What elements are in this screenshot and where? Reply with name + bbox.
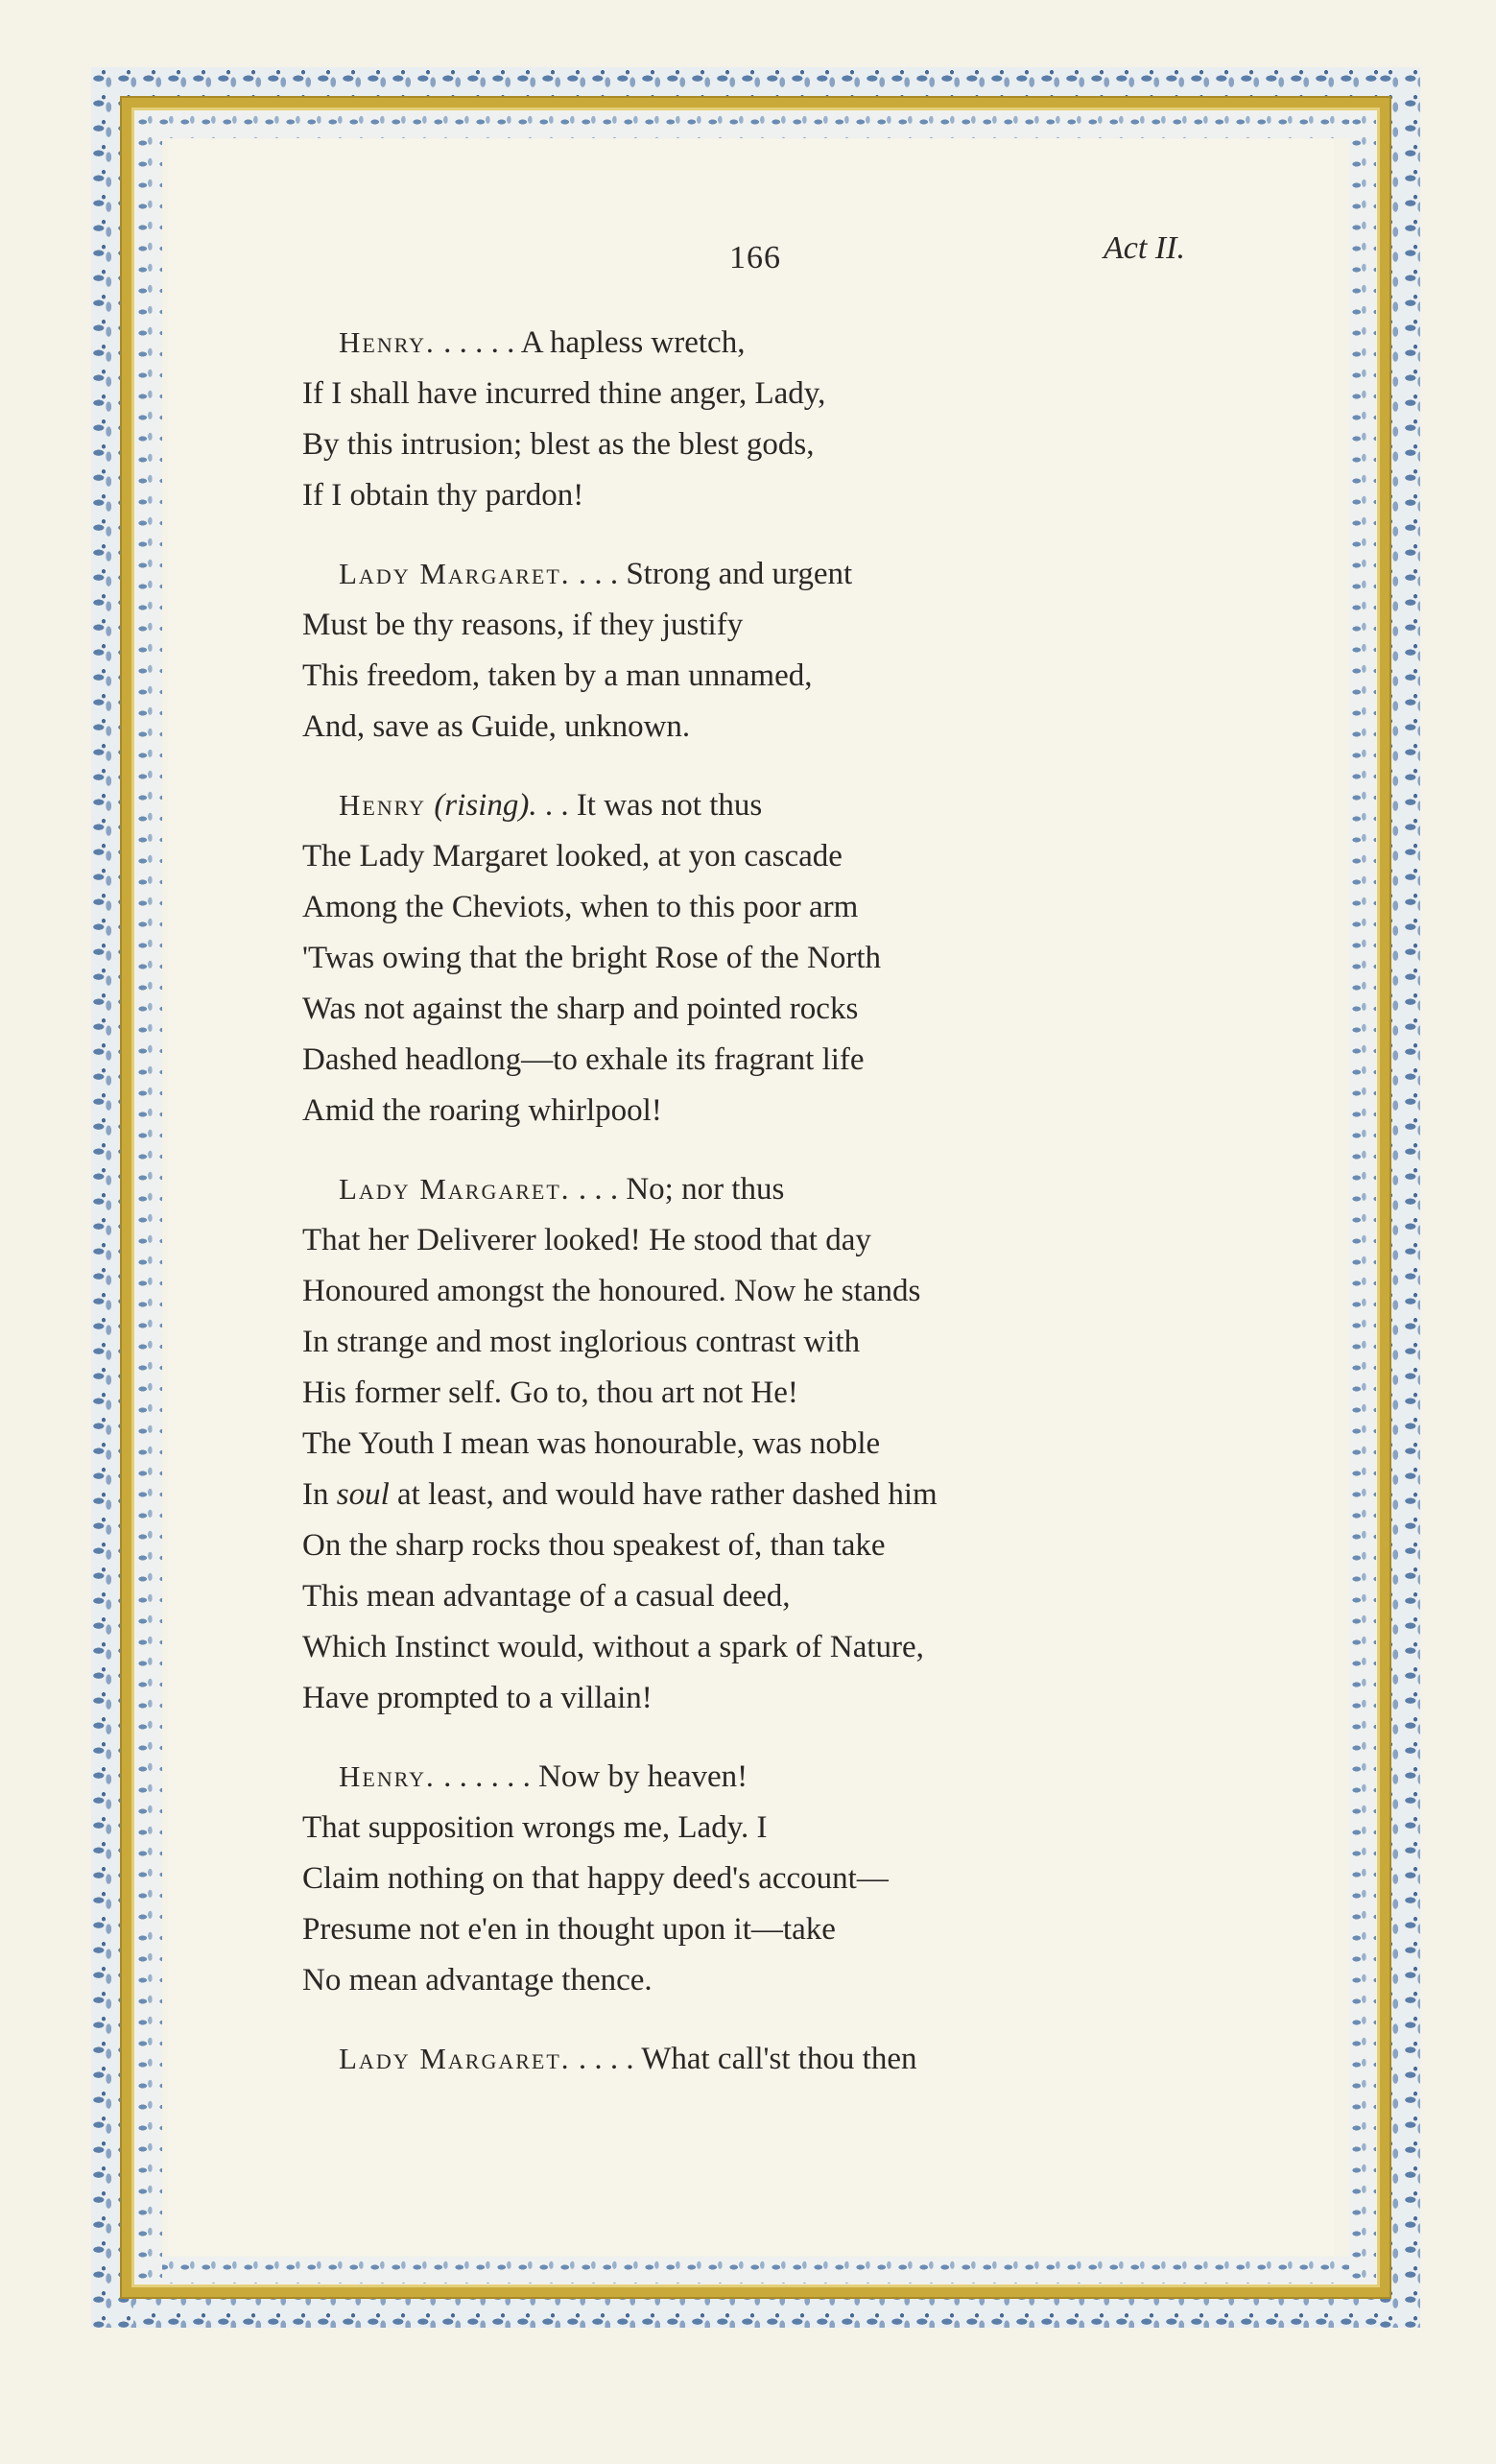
verse-line: Must be thy reasons, if they justify — [302, 608, 744, 642]
speech-lady-margaret-1 — [302, 548, 1262, 753]
running-head: Act II. — [1104, 230, 1185, 266]
speech-heading — [302, 1163, 1262, 1215]
verse-line: Was not against the sharp and pointed rocks — [302, 992, 859, 1026]
speech-heading — [302, 548, 1262, 600]
verse-line: Presume not e'en in thought upon it—take — [302, 1912, 836, 1947]
dot-leader: . . — [536, 788, 577, 823]
dot-leader: . . . . . . — [435, 1759, 539, 1794]
verse-line: Have prompted to a villain! — [302, 1681, 653, 1715]
verse-line: Among the Cheviots, when to this poor arm — [302, 890, 859, 924]
verse-line: In strange and most inglorious contrast with — [302, 1325, 861, 1359]
verse-line: This mean advantage of a casual deed, — [302, 1579, 791, 1614]
verse-line: The Youth I mean was honourable, was noble — [302, 1426, 881, 1461]
verse-line: His former self. Go to, thou art not He! — [302, 1376, 798, 1410]
stage-direction: (rising). — [426, 788, 537, 823]
speech-lady-margaret-2 — [302, 1163, 1262, 1724]
speaker-name: Lady Margaret. — [339, 557, 571, 590]
speaker-name: Henry. — [339, 325, 436, 359]
dot-leader: . . . — [570, 557, 627, 591]
speech-heading — [302, 1751, 1262, 1803]
verse-line: Dashed headlong—to exhale its fragrant life — [302, 1042, 865, 1077]
verse-line: If I obtain thy pardon! — [302, 478, 584, 513]
verse-line: If I shall have incurred thine anger, Lady, — [302, 376, 826, 411]
speech-henry-2 — [302, 779, 1262, 1136]
speech-heading — [302, 779, 1262, 831]
verse-line: And, save as Guide, unknown. — [302, 709, 691, 744]
dot-leader: . . . . . — [435, 325, 521, 360]
speech-lady-margaret-3 — [302, 2033, 1262, 2085]
verse-line: On the sharp rocks thou speakest of, than take — [302, 1528, 886, 1563]
first-line: A hapless wretch, — [520, 325, 746, 360]
speaker-name: Lady Margaret. — [339, 2042, 571, 2075]
verse-line: This freedom, taken by a man unnamed, — [302, 658, 813, 693]
verse-line: 'Twas owing that the bright Rose of the North — [302, 941, 882, 975]
inner-border-right — [1349, 111, 1376, 2284]
inner-border-bottom — [135, 2257, 1376, 2284]
inner-border-top — [135, 111, 1376, 138]
dot-leader: . . . — [570, 1172, 627, 1207]
first-line: No; nor thus — [626, 1172, 785, 1207]
speaker-name: Henry. — [339, 1759, 436, 1793]
verse-line: The Lady Margaret looked, at yon cascade — [302, 839, 843, 873]
speech-henry-1 — [302, 317, 1262, 521]
emphasis: soul — [336, 1477, 390, 1512]
verse-line: Claim nothing on that happy deed's account— — [302, 1861, 889, 1896]
speech-henry-3 — [302, 1751, 1262, 2006]
verse-line: Honoured amongst the honoured. Now he stands — [302, 1274, 921, 1308]
verse-line: That supposition wrongs me, Lady. I — [302, 1810, 768, 1845]
speaker-name: Lady Margaret. — [339, 1172, 571, 1206]
inner-border-left — [135, 111, 162, 2284]
verse-line: That her Deliverer looked! He stood that day — [302, 1223, 871, 1257]
verse-line: In soul at least, and would have rather dashed him — [302, 1477, 938, 1512]
speech-heading — [302, 317, 1262, 369]
verse-line: No mean advantage thence. — [302, 1963, 653, 1998]
first-line: Strong and urgent — [626, 557, 853, 591]
dot-leader: . . . . — [570, 2042, 642, 2076]
verse-line: By this intrusion; blest as the blest gods, — [302, 427, 815, 462]
speaker-name: Henry — [339, 788, 427, 822]
first-line: It was not thus — [576, 788, 763, 823]
dialogue-text — [302, 317, 1262, 2112]
first-line: Now by heaven! — [538, 1759, 748, 1794]
verse-line: Amid the roaring whirlpool! — [302, 1093, 662, 1128]
speech-heading — [302, 2033, 1262, 2085]
page-number: 166 — [729, 240, 781, 275]
verse-line: Which Instinct would, without a spark of Nature, — [302, 1630, 924, 1664]
first-line: What call'st thou then — [641, 2042, 917, 2076]
